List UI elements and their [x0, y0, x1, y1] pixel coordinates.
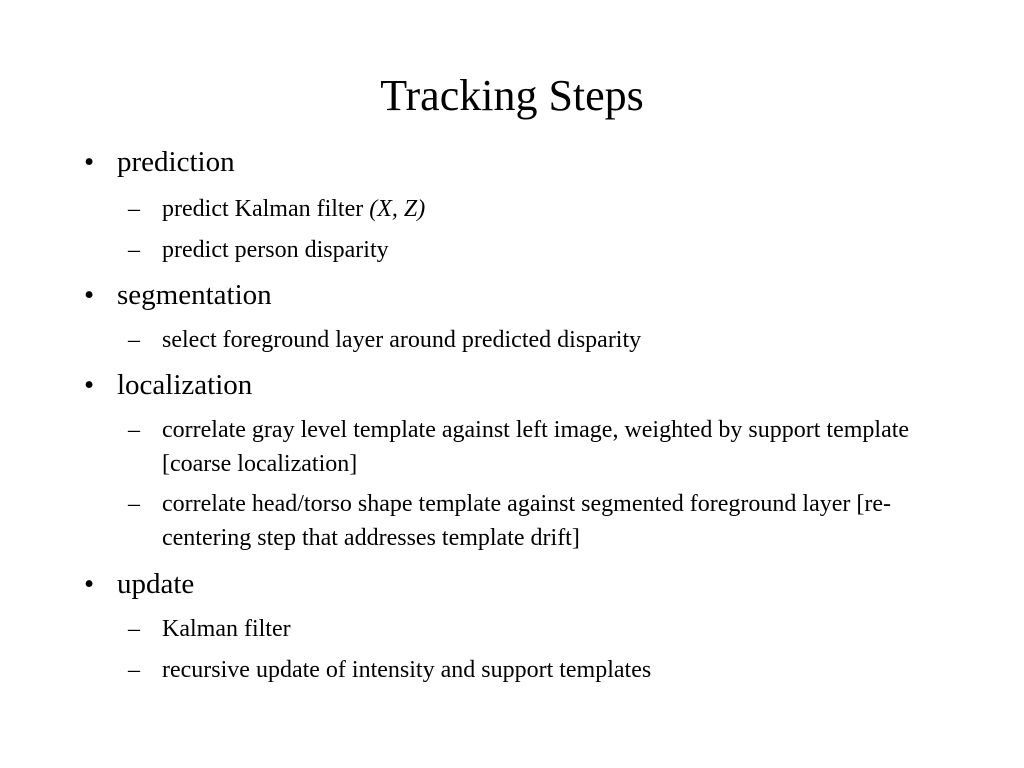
bullet-heading: update	[117, 568, 195, 600]
sub-bullet-mark: –	[128, 417, 140, 443]
sub-bullet-italic: (X, Z)	[369, 196, 426, 222]
sub-bullet-text: correlate head/torso shape template against segmented foreground layer [re-centering step that addresses template drift]	[162, 491, 892, 551]
sub-bullet-mark: –	[128, 327, 140, 353]
sub-bullet-mark: –	[128, 237, 140, 263]
bullet-mark: •	[84, 279, 95, 311]
sub-bullet-text	[162, 192, 962, 226]
slide-title: Tracking Steps	[380, 71, 644, 120]
sub-bullet-plain: predict Kalman filter	[162, 196, 370, 222]
sub-bullet-text: select foreground layer around predicted disparity	[162, 327, 642, 353]
sub-bullet-text: Kalman filter	[162, 616, 291, 642]
sub-bullet-mark: –	[128, 657, 140, 683]
sub-bullet-mark: –	[128, 491, 140, 517]
sub-bullet-mark: –	[128, 196, 140, 222]
bullet-heading: localization	[117, 369, 253, 401]
sub-bullet-text: recursive update of intensity and support templates	[162, 657, 652, 683]
sub-bullet-text: correlate gray level template against left image, weighted by support template [coarse localization]	[162, 417, 910, 477]
bullet-mark: •	[84, 568, 95, 600]
bullet-mark: •	[84, 369, 95, 401]
sub-bullet-text: predict person disparity	[162, 237, 389, 263]
bullet-heading: segmentation	[117, 279, 272, 311]
bullet-heading: prediction	[117, 146, 235, 178]
bullet-mark: •	[84, 146, 95, 178]
sub-bullet-mark: –	[128, 616, 140, 642]
